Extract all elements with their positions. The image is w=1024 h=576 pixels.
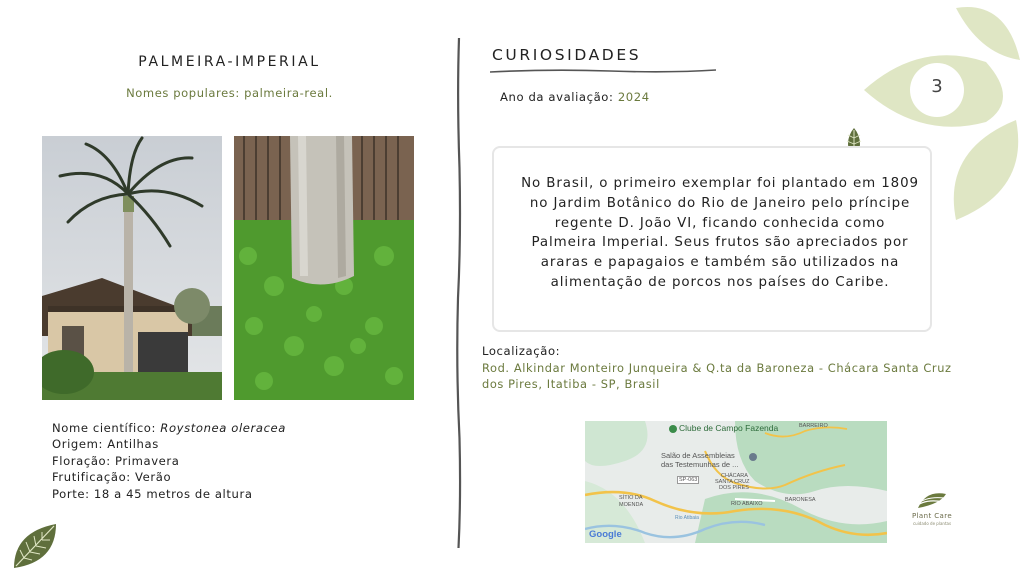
scientific-name-label: Nome científico: [52,421,156,435]
map-label-rio-abaixo: RIO ABAIXO [731,501,763,507]
map-label-chacara-3: DOS PIRES [719,485,749,491]
brand-tagline: cuidado de plantas [912,521,952,526]
palm-trunk-photo [234,136,414,400]
map-label-chacara-1: CHÁCARA [721,473,748,479]
map-label-baronesa: BARONESA [785,497,816,503]
page-title: PALMEIRA-IMPERIAL [138,54,321,70]
map-label-barreiro: BARREIRO [799,423,828,429]
year-value: 2024 [617,90,650,104]
scientific-name: Roystonea oleracea [160,421,286,435]
map-label-club: Clube de Campo Fazenda [679,423,779,433]
page-number: 3 [931,76,943,97]
origin-line: Origem: Antilhas [52,437,159,452]
google-logo: Google [589,529,622,540]
palm-tree-photo [42,136,222,400]
map-label-hall-2: das Testemunhas de ... [661,460,739,469]
plant-facts [52,420,286,502]
year-label: Ano da avaliação: [500,90,614,104]
heading-underline [490,66,716,76]
fruiting-line: Frutificação: Verão [52,470,172,485]
evaluation-year [500,90,650,104]
curiosities-heading: CURIOSIDADES [492,46,642,64]
popular-names: Nomes populares: palmeira-real. [126,86,333,100]
location-address: Rod. Alkindar Monteiro Junqueira & Q.ta da Baroneza - Chácara Santa Cruz dos Pires, Itatiba - SP, Brasil [482,361,952,391]
map-label-road: SP-063 [679,477,698,483]
location-label: Localização: [482,344,561,358]
map-label-chacara-2: SANTA CRUZ [715,479,750,485]
scientific-name-line [52,420,286,436]
flowering-line: Floração: Primavera [52,453,180,468]
corner-leaf-decoration [10,522,60,570]
map-label-river: Rio Atibaia [675,515,699,521]
column-divider [452,38,466,548]
brand-name: Plant Care [911,512,953,520]
location-map[interactable] [585,421,887,543]
plant-care-logo [900,486,964,526]
size-line: Porte: 18 a 45 metros de altura [52,486,253,501]
curiosity-text: No Brasil, o primeiro exemplar foi plantado em 1809 no Jardim Botânico do Rio de Janeiro pelo príncipe regente D. João VI, ficando conhecida como Palmeira Imperial. Seus frutos são apreciados por araras e papagaios e também são utilizados na alimentação de porcos nos países do Caribe. [521,176,919,290]
map-label-hall-1: Salão de Assembleias [661,451,735,460]
map-label-sitio-2: MOENDA [619,502,644,508]
map-label-sitio-1: SÍTIO DA [619,495,643,501]
